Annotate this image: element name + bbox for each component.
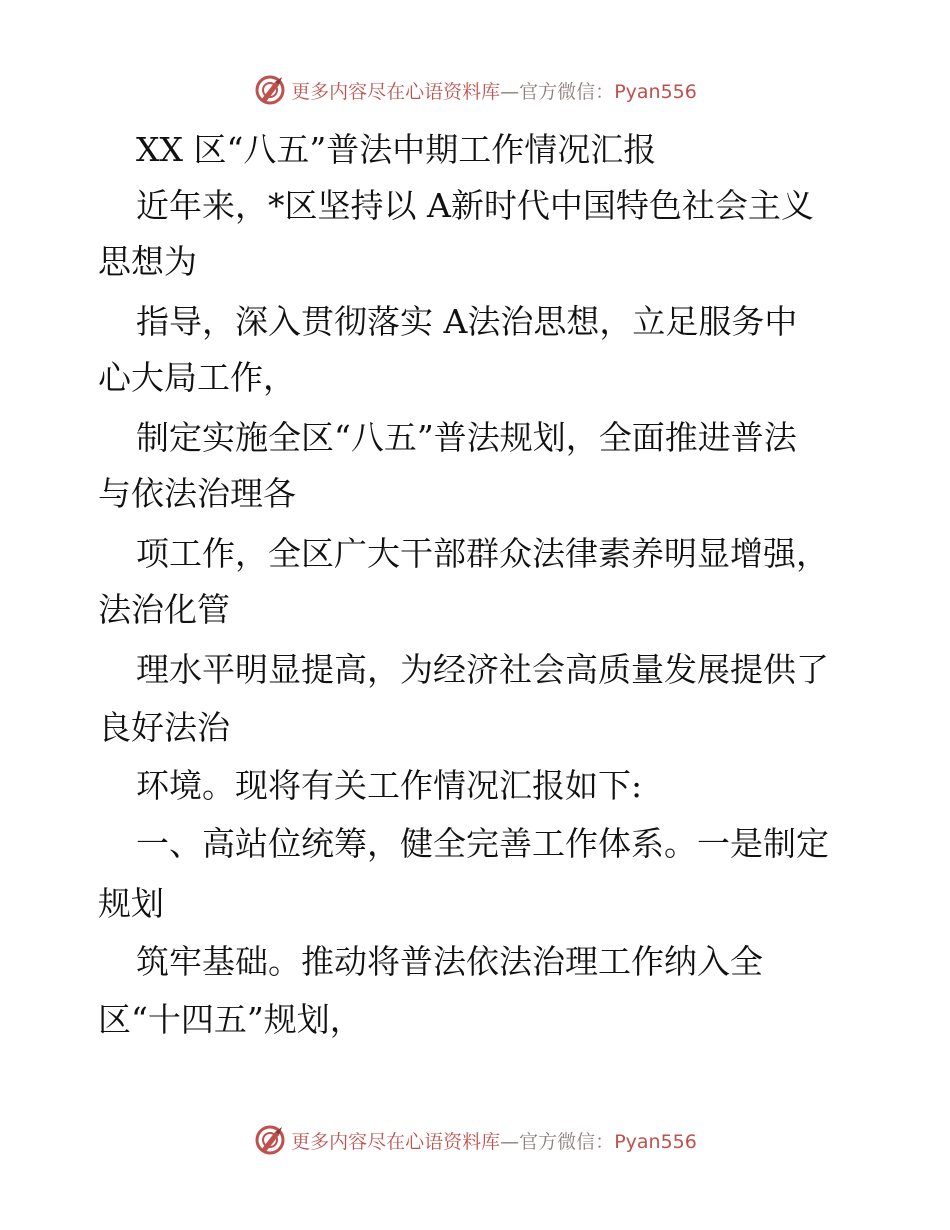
paragraph-line: 筑牢基础。推动将普法依法治理工作纳入全	[136, 942, 763, 981]
paragraph-line: 制定实施全区“八五”普法规划，全面推进普法	[136, 418, 797, 457]
header-banner	[0, 68, 950, 112]
banner-wechat-label: —官方微信：	[500, 80, 615, 103]
paragraph-line: 良好法治	[98, 708, 230, 747]
pen-nib-logo-icon	[253, 73, 287, 107]
paragraph-line: 与依法治理各	[98, 474, 296, 513]
pen-nib-logo-icon	[253, 1123, 287, 1157]
banner-text	[291, 1127, 697, 1154]
banner-wechat-id: Pyan556	[614, 1130, 697, 1153]
paragraph-line: 项工作，全区广大干部群众法律素养明显增强，	[136, 534, 829, 573]
banner-text	[291, 77, 697, 104]
banner-wechat-label: —官方微信：	[500, 1130, 615, 1153]
banner-slogan: 更多内容尽在心语资料库	[291, 80, 501, 103]
paragraph-line: 环境。现将有关工作情况汇报如下:	[136, 766, 643, 805]
paragraph-line: 理水平明显提高，为经济社会高质量发展提供了	[136, 650, 829, 689]
paragraph-line: 思想为	[98, 242, 197, 281]
paragraph-line: 心大局工作，	[98, 358, 296, 397]
section-heading-line: 一、高站位统筹，健全完善工作体系。一是制定	[136, 824, 829, 863]
footer-banner	[0, 1118, 950, 1162]
banner-wechat-id: Pyan556	[614, 80, 697, 103]
paragraph-line: 规划	[98, 884, 164, 923]
paragraph-line: 法治化管	[98, 590, 230, 629]
paragraph-line: 指导，深入贯彻落实 A法治思想，立足服务中	[136, 302, 798, 341]
paragraph-line: 近年来，*区坚持以 A新时代中国特色社会主义	[136, 186, 814, 225]
paragraph-line: 区“十四五”规划，	[98, 1000, 363, 1039]
banner-slogan: 更多内容尽在心语资料库	[291, 1130, 501, 1153]
document-title: XX 区“八五”普法中期工作情况汇报	[136, 130, 657, 169]
